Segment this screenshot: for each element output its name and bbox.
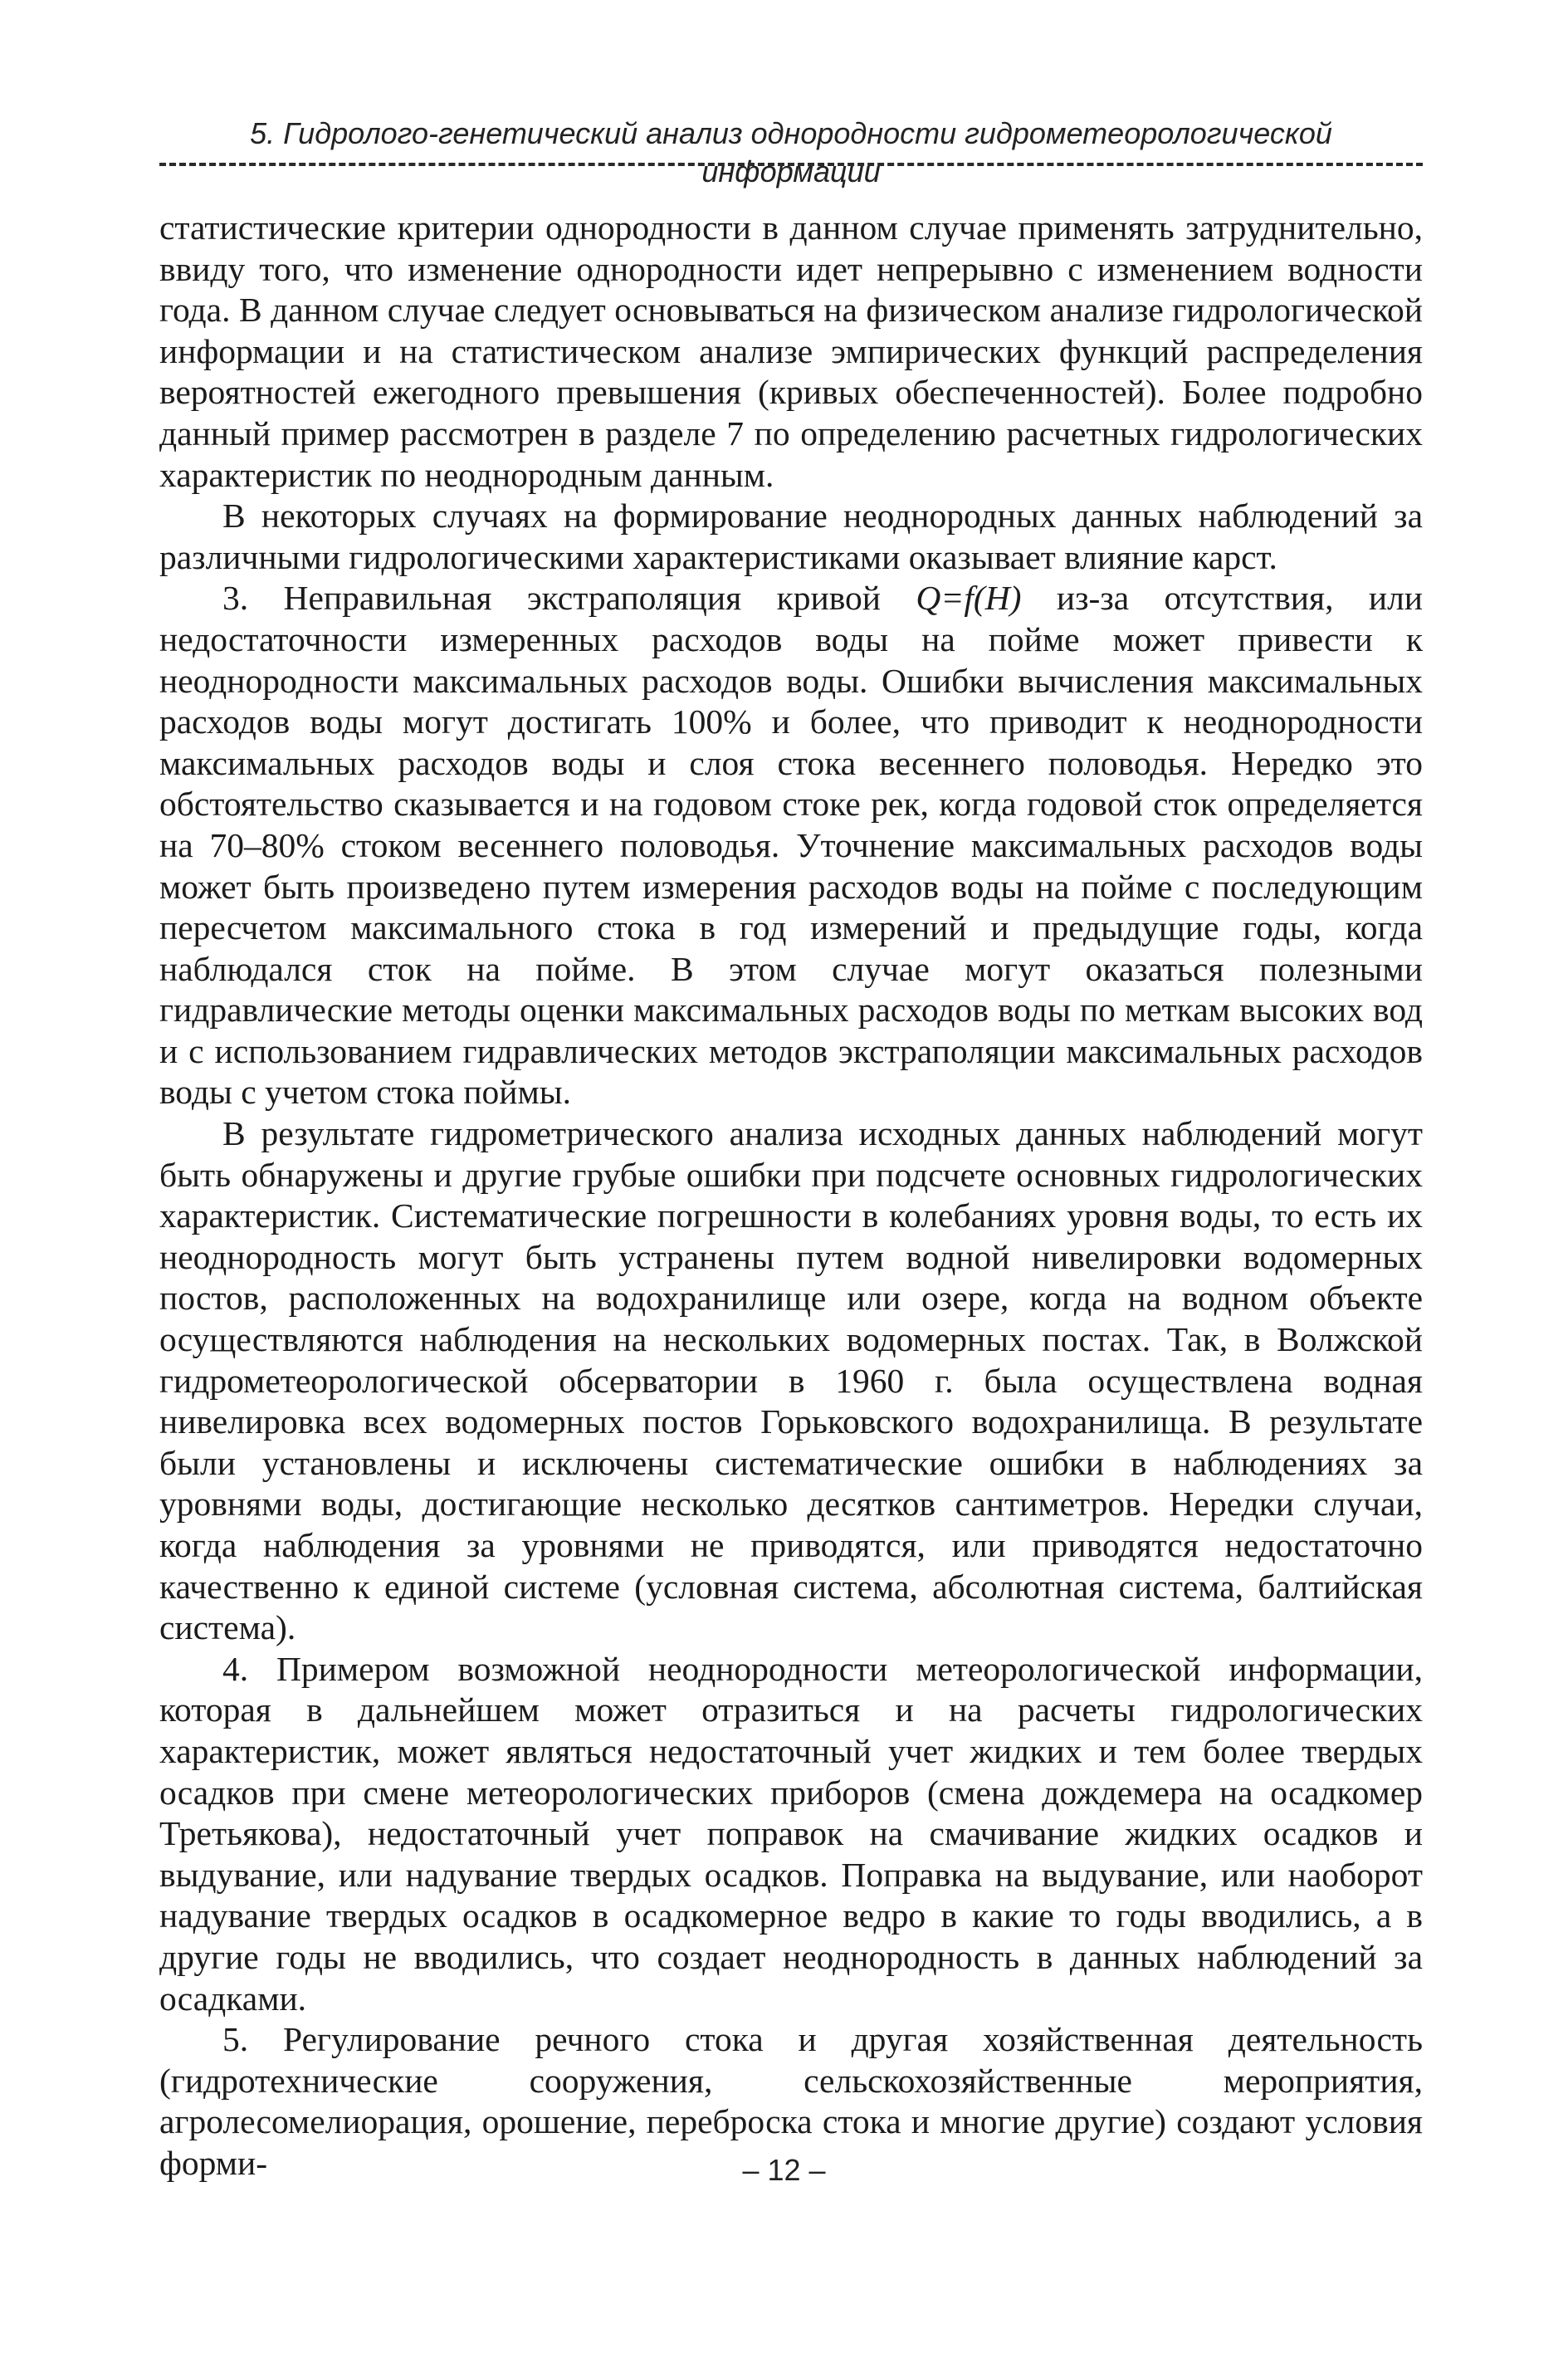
paragraph-item-5: 5. Регулирование речного стока и другая хозяйственная деятельность (гидротехнические сооружения, сельскохозяйственные мероприятия, агролесомелиорация, орошение, переброска стока и многие другие) создают условия форми- bbox=[159, 2020, 1423, 2182]
paragraph-hydrometric-analysis: В результате гидрометрического анализа исходных данных наблюдений могут быть обнаружены и другие грубые ошибки при подсчете основных гидрологических характеристик. Систематические погрешности в колебаниях уровня воды, то есть их неоднородность могут быть устранены путем водной нивелировки водомерных постов, расположенных на водохранилище или озере, когда на водном объекте осуществляются наблюдения на нескольких водомерных постах. Так, в Волжской гидрометеорологической обсерватории в 1960 г. была осуществлена водная нивелировка всех водомерных постов Горьковского водохранилища. В результате были установлены и исключены систематические ошибки в наблюдениях за уровнями воды, достигающие несколько десятков сантиметров. Нередки случаи, когда наблюдения за уровнями не приводятся, или приводятся недостаточно качественно к единой системе (условная система, абсолютная система, балтийская система). bbox=[159, 1114, 1423, 1647]
header-divider bbox=[159, 163, 1423, 166]
paragraph-item-3-rest: из-за отсутствия, или недостаточности измеренных расходов воды на пойме может привести к неоднородности максимальных расходов воды. Ошибки вычисления максимальных расходов воды могут достигать 100% и более, что приводит к неоднородности максимальных расходов воды и слоя стока весеннего половодья. Нередко это обстоятельство сказывается и на годовом стоке рек, когда годовой сток определяется на 70–80% стоком весеннего половодья. Уточнение максимальных расходов воды может быть произведено путем измерения расходов воды на пойме с последующим пересчетом максимального стока в год измерений и предыдущие годы, когда наблюдался сток на пойме. В этом случае могут оказаться полезными гидравлические методы оценки максимальных расходов воды по меткам высоких вод и с использованием гидравлических методов экстраполяции максимальных расходов воды с учетом стока поймы. bbox=[159, 579, 1423, 1112]
formula-q-f-h: Q=f(H) bbox=[916, 579, 1022, 618]
paragraph-continuation: статистические критерии однородности в данном случае применять затруднительно, ввиду того, что изменение однородности идет непрерывно с изменением водности года. В данном случае следует основываться на физическом анализе гидрологической информации и на статистическом анализе эмпирических функций распределения вероятностей ежегодного превышения (кривых обеспеченностей). Более подробно данный пример рассмотрен в разделе 7 по определению расчетных гидрологических характеристик по неоднородным данным. bbox=[159, 208, 1423, 494]
page-number: – 12 – bbox=[742, 2153, 826, 2187]
running-header: 5. Гидролого-генетический анализ однородности гидрометеорологической информации bbox=[250, 116, 1332, 188]
paragraph-item-3 bbox=[159, 578, 1423, 1113]
paragraph-karst: В некоторых случаях на формирование неоднородных данных наблюдений за различными гидрологическими характеристиками оказывает влияние карст. bbox=[159, 497, 1423, 576]
paragraph-item-4: 4. Примером возможной неоднородности метеорологической информации, которая в дальнейшем может отразиться и на расчеты гидрологических характеристик, может являться недостаточный учет жидких и тем более твердых осадков при смене метеорологических приборов (смена дождемера на осадкомер Третьякова), недостаточный учет поправок на смачивание жидких осадков и выдувание, или надувание твердых осадков. Поправка на выдувание, или наоборот надувание твердых осадков в осадкомерное ведро в какие то годы вводились, а в другие годы не вводились, что создает неоднородность в данных наблюдений за осадками. bbox=[159, 1649, 1423, 2018]
page-body bbox=[159, 208, 1423, 2184]
paragraph-item-3-lead: 3. Неправильная экстраполяция кривой bbox=[222, 579, 916, 618]
